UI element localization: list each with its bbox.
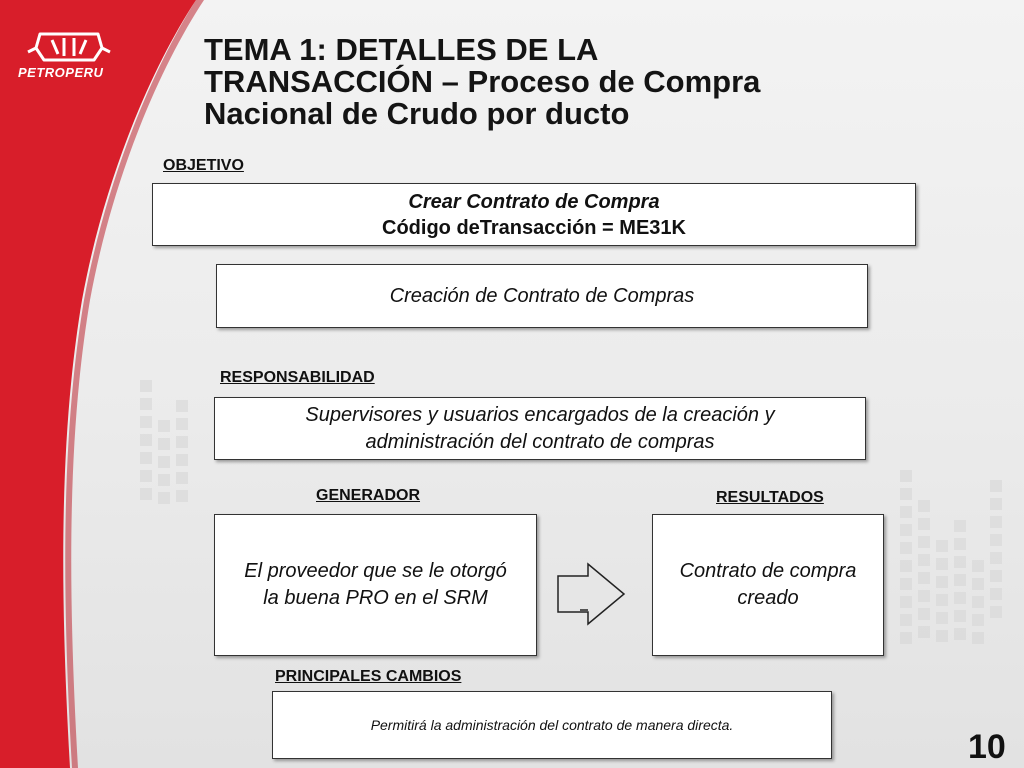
responsabilidad-line-1: Supervisores y usuarios encargados de la creación y — [305, 403, 775, 426]
objetivo-line-1: Crear Contrato de Compra — [408, 190, 660, 213]
cambios-box — [272, 691, 832, 759]
title-line-1: TEMA 1: DETALLES DE LA — [204, 32, 599, 67]
generador-line-1: El proveedor que se le otorgó — [244, 560, 507, 582]
resultados-box — [652, 514, 884, 656]
generador-label: GENERADOR — [316, 487, 421, 504]
responsabilidad-line-2: administración del contrato de compras — [365, 430, 715, 453]
title-line-2: TRANSACCIÓN – Proceso de Compra — [204, 64, 761, 99]
title-line-3: Nacional de Crudo por ducto — [204, 96, 630, 131]
responsabilidad-box — [214, 397, 866, 460]
objetivo-sub-text: Creación de Contrato de Compras — [389, 284, 695, 307]
resultados-label: RESULTADOS — [716, 489, 824, 506]
page-title — [204, 34, 844, 130]
cambios-label: PRINCIPALES CAMBIOS — [275, 668, 462, 685]
brand-name: PETROPERU — [18, 65, 104, 80]
resultados-line-2: creado — [737, 587, 799, 609]
page-number: 10 — [968, 728, 1006, 766]
objetivo-line-2: Código deTransacción = ME31K — [382, 216, 686, 239]
objetivo-label: OBJETIVO — [163, 157, 244, 174]
red-swoosh — [0, 0, 196, 768]
generador-line-2: la buena PRO en el SRM — [263, 587, 488, 609]
right-arrow-icon — [556, 562, 628, 626]
generador-box — [214, 514, 537, 656]
objetivo-sub-box — [216, 264, 868, 328]
cambios-text: Permitirá la administración del contrato de manera directa. — [370, 717, 734, 733]
objetivo-box — [152, 183, 916, 246]
resultados-line-1: Contrato de compra — [679, 560, 857, 582]
responsabilidad-label: RESPONSABILIDAD — [220, 369, 375, 386]
